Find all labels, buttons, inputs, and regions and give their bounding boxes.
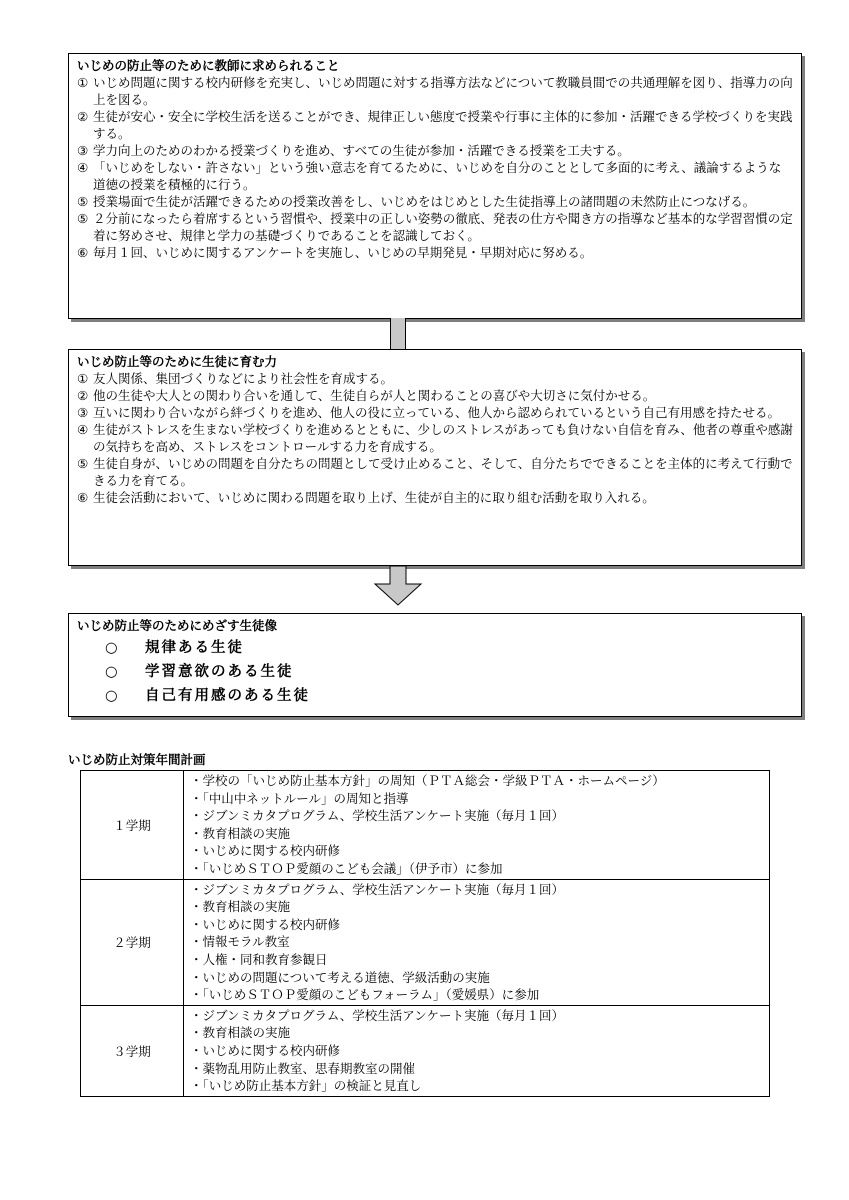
activity-item: ・「いじめＳＴＯＰ愛顔のこどもフォーラム」（愛媛県）に参加 — [190, 987, 540, 1003]
activity-item: ・教育相談の実施 — [190, 825, 291, 841]
teacher-item: ⑤ ２分前になったら着席するという習慣や、授業中の正しい姿勢の徹底、発表の仕方や聞き方の指導など基本的な学習習慣の定着に努めさせ、規律と学力の基礎づくりであることを認識しておく。 — [77, 211, 793, 243]
activity-item: ・いじめに関する校内研修 — [190, 916, 341, 932]
activity-item: ・学校の「いじめ防止基本方針」の周知（ＰＴＡ総会・学級ＰＴＡ・ホームページ） — [190, 773, 665, 788]
annual-plan-table — [80, 770, 770, 1097]
activity-item: ・ジブンミカタプログラム、学校生活アンケート実施（毎月１回） — [190, 1007, 565, 1023]
activity-item: ・人権・同和教育参観日 — [190, 951, 328, 967]
goal-item: ○ 学習意欲のある生徒 — [105, 664, 294, 680]
activity-item: ・「中山中ネットルール」の周知と指導 — [190, 790, 409, 806]
student-abilities-box — [68, 349, 802, 566]
teacher-item-list — [77, 74, 793, 261]
term-cell: ３学期 — [81, 1005, 184, 1096]
teacher-item: ① いじめ問題に関する校内研修を充実し、いじめ問題に対する指導方法などについて教職員間での共通理解を図り、指導力の向上を図る。 — [77, 75, 793, 107]
activity-item: ・教育相談の実施 — [190, 1025, 291, 1041]
teacher-item: ② 生徒が安心・安全に学校生活を送ることができ、規律正しい態度で授業や行事に主体的に参加・活躍できる学校づくりを実践する。 — [77, 109, 793, 141]
table-row — [81, 771, 770, 880]
student-item: ⑤ 生徒自身が、いじめの問題を自分たちの問題として受け止めること、そして、自分たちでできることを主体的に考えて行動できる力を育てる。 — [77, 456, 793, 488]
table-row — [81, 879, 770, 1005]
teacher-box-title: いじめの防止等のために教師に求められること — [77, 58, 340, 73]
student-box-title: いじめ防止等のために生徒に育む力 — [77, 354, 278, 369]
activity-item: ・教育相談の実施 — [190, 899, 291, 915]
student-item: ② 他の生徒や大人との関わり合いを通して、生徒自らが人と関わることの喜びや大切さに気付かせる。 — [77, 388, 656, 403]
activity-item: ・いじめに関する校内研修 — [190, 843, 341, 859]
down-arrow-icon — [373, 565, 423, 607]
activity-item: ・情報モラル教室 — [190, 934, 290, 950]
term-cell: ２学期 — [81, 879, 184, 1005]
activity-item: ・ジブンミカタプログラム、学校生活アンケート実施（毎月１回） — [190, 881, 565, 897]
student-item-list — [77, 370, 793, 506]
activity-item: ・ジブンミカタプログラム、学校生活アンケート実施（毎月１回） — [190, 808, 565, 824]
teacher-item: ③ 学力向上のためのわかる授業づくりを進め、すべての生徒が参加・活躍できる授業を工夫する。 — [77, 143, 630, 158]
activities-cell — [184, 771, 770, 880]
activity-item: ・「いじめＳＴＯＰ愛顔のこども会議」（伊予市）に参加 — [190, 860, 503, 876]
teacher-item: ⑤ 授業場面で生徒が活躍できるための授業改善をし、いじめをはじめとした生徒指導上の諸問題の未然防止につなげる。 — [77, 194, 756, 209]
student-item: ⑥ 生徒会活動において、いじめに関わる問題を取り上げ、生徒が自主的に取り組む活動を取り入れる。 — [77, 490, 655, 505]
goal-student-box — [68, 613, 802, 717]
student-item: ③ 互いに関わり合いながら絆づくりを進め、他人の役に立っている、他人から認められているという自己有用感を持たせる。 — [77, 405, 781, 420]
student-item: ④ 生徒がストレスを生まない学校づくりを進めるとともに、少しのストレスがあっても負けない自信を育み、他者の尊重や感謝の気持ちを高め、ストレスをコントロールする力を育成する。 — [77, 422, 793, 454]
box-connector — [390, 318, 406, 350]
goal-box-title: いじめ防止等のためにめざす生徒像 — [77, 618, 278, 633]
annual-plan-title: いじめ防止対策年間計画 — [68, 752, 206, 767]
teacher-item: ④ 「いじめをしない・許さない」という強い意志を育てるために、いじめを自分のこととして多面的に考え、議論するような道徳の授業を積極的に行う。 — [77, 160, 782, 192]
activities-cell — [184, 879, 770, 1005]
activity-item: ・「いじめ防止基本方針」の検証と見直し — [190, 1078, 422, 1094]
teacher-item: ⑥ 毎月１回、いじめに関するアンケートを実施し、いじめの早期発見・早期対応に努める。 — [77, 245, 593, 260]
activities-cell — [184, 1005, 770, 1096]
table-row — [81, 1005, 770, 1096]
activity-item: ・いじめの問題について考える道徳、学級活動の実施 — [190, 969, 490, 985]
activity-item: ・薬物乱用防止教室、思春期教室の開催 — [190, 1060, 416, 1076]
goal-item: ○ 自己有用感のある生徒 — [105, 688, 310, 704]
student-item: ① 友人関係、集団づくりなどにより社会性を育成する。 — [77, 371, 394, 386]
goal-item: ○ 規律ある生徒 — [105, 640, 244, 656]
activity-item: ・いじめに関する校内研修 — [190, 1042, 341, 1058]
teacher-requirements-box — [68, 53, 802, 319]
term-cell: １学期 — [81, 771, 184, 880]
